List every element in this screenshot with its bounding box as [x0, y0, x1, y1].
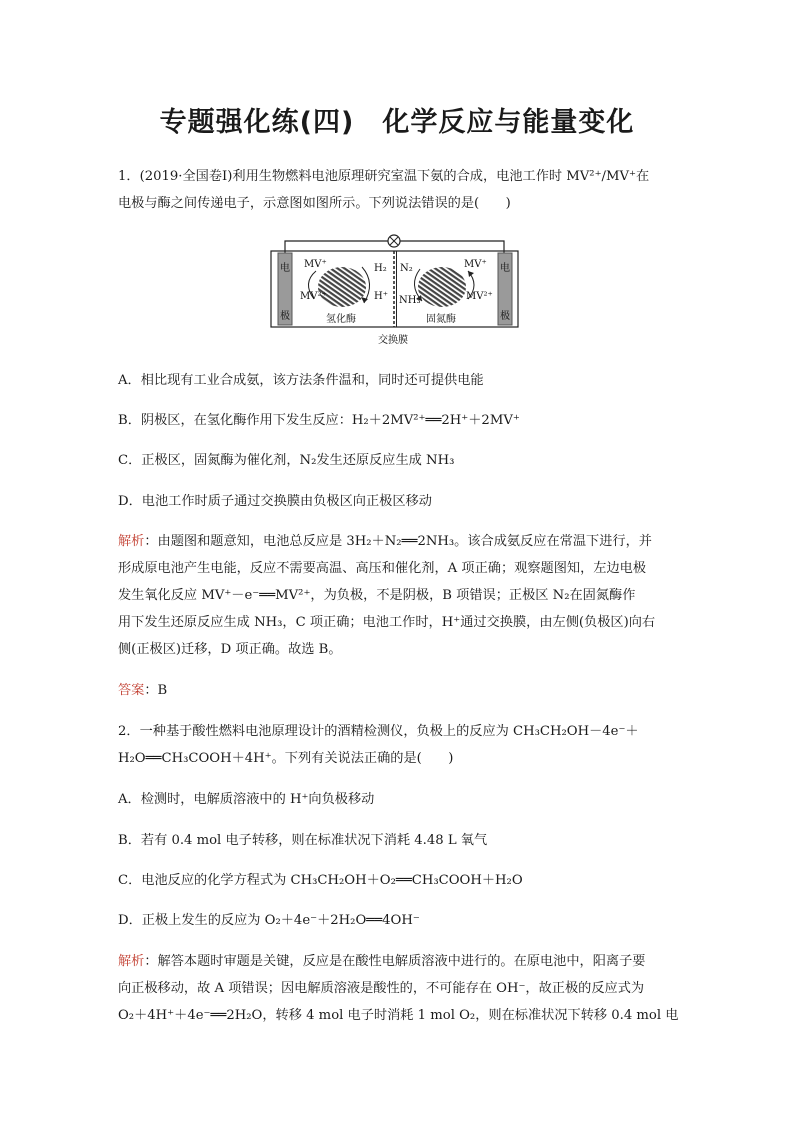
q2-analysis-line: 向正极移动，故 A 项错误；因电解质溶液是酸性的，不可能存在 OH⁻，故正极的反应式为 [118, 981, 645, 996]
q2-analysis-line: ：解答本题时审题是关键，反应是在酸性电解质溶液中进行的。在原电池中，阳离子要 [144, 954, 646, 969]
q1-analysis-line: ：由题图和题意知，电池总反应是 3H₂＋N₂══2NH₃。该合成氨反应在常温下进行，并 [144, 534, 652, 549]
left-electrode-char2: 极 [280, 311, 290, 322]
q2-option-a: A．检测时，电解质溶液中的 H⁺向负极移动 [118, 792, 375, 807]
q2-analysis-line: O₂＋4H⁺＋4e⁻══2H₂O，转移 4 mol 电子时消耗 1 mol O₂，则在标准状况下转移 0.4 mol 电 [118, 1008, 679, 1023]
q1-analysis-line: 形成原电池产生电能，反应不需要高温、高压和催化剂，A 项正确；观察题图知，左边电极 [118, 561, 647, 576]
left-mv2-label: MV²⁺ [300, 291, 327, 302]
q2-stem [118, 718, 678, 772]
q2-option-c: C．电池反应的化学方程式为 CH₃CH₂OH＋O₂══CH₃COOH＋H₂O [118, 873, 523, 888]
h2-label: H₂ [374, 263, 387, 274]
q1-analysis-line: 用下发生还原反应生成 NH₃，C 项正确；电池工作时，H⁺通过交换膜，由左侧(负极区)向右 [118, 615, 656, 630]
n2-label: N₂ [400, 263, 413, 274]
hydrogenase-label: 氢化酶 [326, 314, 356, 325]
q1-analysis [118, 528, 678, 663]
q1-option-c: C．正极区，固氮酶为催化剂，N₂发生还原反应生成 NH₃ [118, 453, 455, 468]
q1-answer [118, 677, 678, 704]
q1-diagram [268, 233, 524, 351]
q2-stem-line1: 2．一种基于酸性燃料电池原理设计的酒精检测仪，负极上的反应为 CH₃CH₂OH－4e⁻＋ [118, 724, 639, 739]
h-plus-label: H⁺ [374, 291, 388, 302]
q2-analysis-label: 解析 [118, 954, 145, 969]
q1-stem-line1: 1．(2019·全国卷Ⅰ)利用生物燃料电池原理研究室温下氨的合成，电池工作时 MV²⁺/MV⁺在 [118, 169, 650, 184]
q2-analysis [118, 948, 678, 1029]
right-electrode-char2: 极 [500, 311, 510, 322]
membrane-label: 交换膜 [378, 335, 408, 346]
left-electrode-char1: 电 [280, 263, 290, 274]
q1-analysis-label: 解析 [118, 534, 145, 549]
q1-stem [118, 163, 678, 217]
q1-analysis-line: 侧(正极区)迁移，D 项正确。故选 B。 [118, 642, 342, 657]
q1-option-d: D．电池工作时质子通过交换膜由负极区向正极区移动 [118, 494, 432, 509]
q1-analysis-line: 发生氧化反应 MV⁺－e⁻══MV²⁺，为负极，不是阴极，B 项错误；正极区 N₂在固氮酶作 [118, 588, 636, 603]
q1-option-a: A．相比现有工业合成氨，该方法条件温和，同时还可提供电能 [118, 373, 484, 388]
nh3-label: NH₃ [399, 295, 421, 306]
q1-stem-line2: 电极与酶之间传递电子，示意图如图所示。下列说法错误的是( ) [118, 196, 511, 211]
q2-option-b: B．若有 0.4 mol 电子转移，则在标准状况下消耗 4.48 L 氧气 [118, 833, 488, 848]
q1-answer-value: ：B [144, 683, 168, 698]
right-mv-plus-label: MV⁺ [464, 259, 487, 270]
q2-option-d: D．正极上发生的反应为 O₂＋4e⁻＋2H₂O══4OH⁻ [118, 913, 420, 928]
q1-option-b: B．阴极区，在氢化酶作用下发生反应：H₂＋2MV²⁺══2H⁺＋2MV⁺ [118, 413, 520, 428]
right-electrode-char1: 电 [500, 263, 510, 274]
left-mv-plus-label: MV⁺ [304, 259, 327, 270]
nitrogenase-label: 固氮酶 [426, 314, 456, 325]
q2-stem-line2: H₂O══CH₃COOH＋4H⁺。下列有关说法正确的是( ) [118, 751, 454, 766]
page-title: 专题强化练(四) 化学反应与能量变化 [159, 107, 635, 138]
right-mv2-label: MV²⁺ [466, 291, 493, 302]
nitrogenase-enzyme [418, 267, 466, 307]
q1-answer-label: 答案 [118, 683, 145, 698]
